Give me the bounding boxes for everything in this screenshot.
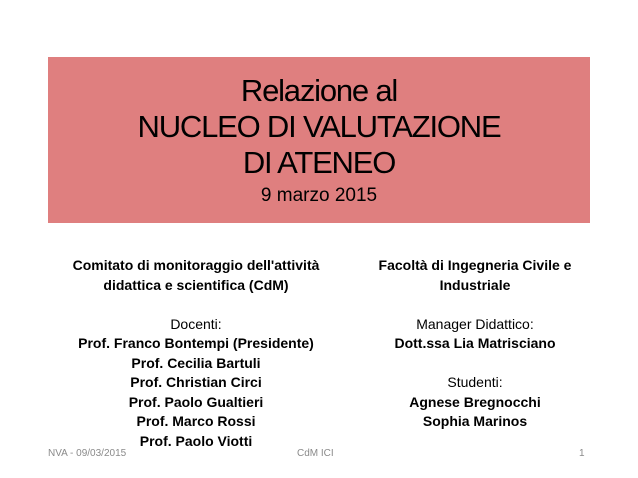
footer-date: NVA - 09/03/2015 [48, 448, 127, 459]
spacer [330, 295, 620, 315]
faculty-line-1: Facoltà di Ingegneria Civile e [378, 257, 572, 273]
left-column [36, 256, 356, 451]
teacher-item: Prof. Christian Circi [130, 374, 262, 390]
committee-line-1: Comitato di monitoraggio dell'attività [72, 257, 320, 273]
right-column [330, 256, 620, 432]
teacher-item: Prof. Marco Rossi [136, 413, 256, 429]
student-item: Sophia Marinos [422, 413, 528, 429]
page-number: 1 [579, 448, 585, 459]
title-line-1: Relazione al [240, 73, 398, 108]
title-line-3: DI ATENEO [242, 145, 396, 180]
manager-name: Dott.ssa Lia Matrisciano [394, 335, 556, 351]
committee-line-2: didattica e scientifica (CdM) [103, 276, 289, 293]
teacher-item: Prof. Cecilia Bartuli [131, 354, 261, 371]
teacher-item: Prof. Paolo Gualtieri [128, 393, 264, 410]
title-line-2: NUCLEO DI VALUTAZIONE [137, 109, 501, 144]
faculty-line-2: Industriale [439, 276, 511, 293]
manager-label: Manager Didattico: [416, 315, 534, 332]
spacer [36, 295, 356, 315]
teachers-label: Docenti: [170, 315, 222, 332]
spacer [330, 354, 620, 374]
students-label: Studenti: [447, 374, 503, 390]
title-date: 9 marzo 2015 [260, 185, 378, 206]
title-box [48, 57, 590, 223]
footer-center-label: CdM ICI [297, 448, 334, 459]
teacher-item: Prof. Franco Bontempi (Presidente) [78, 335, 314, 351]
teacher-item: Prof. Paolo Viotti [139, 432, 253, 449]
student-item: Agnese Bregnocchi [409, 393, 541, 410]
